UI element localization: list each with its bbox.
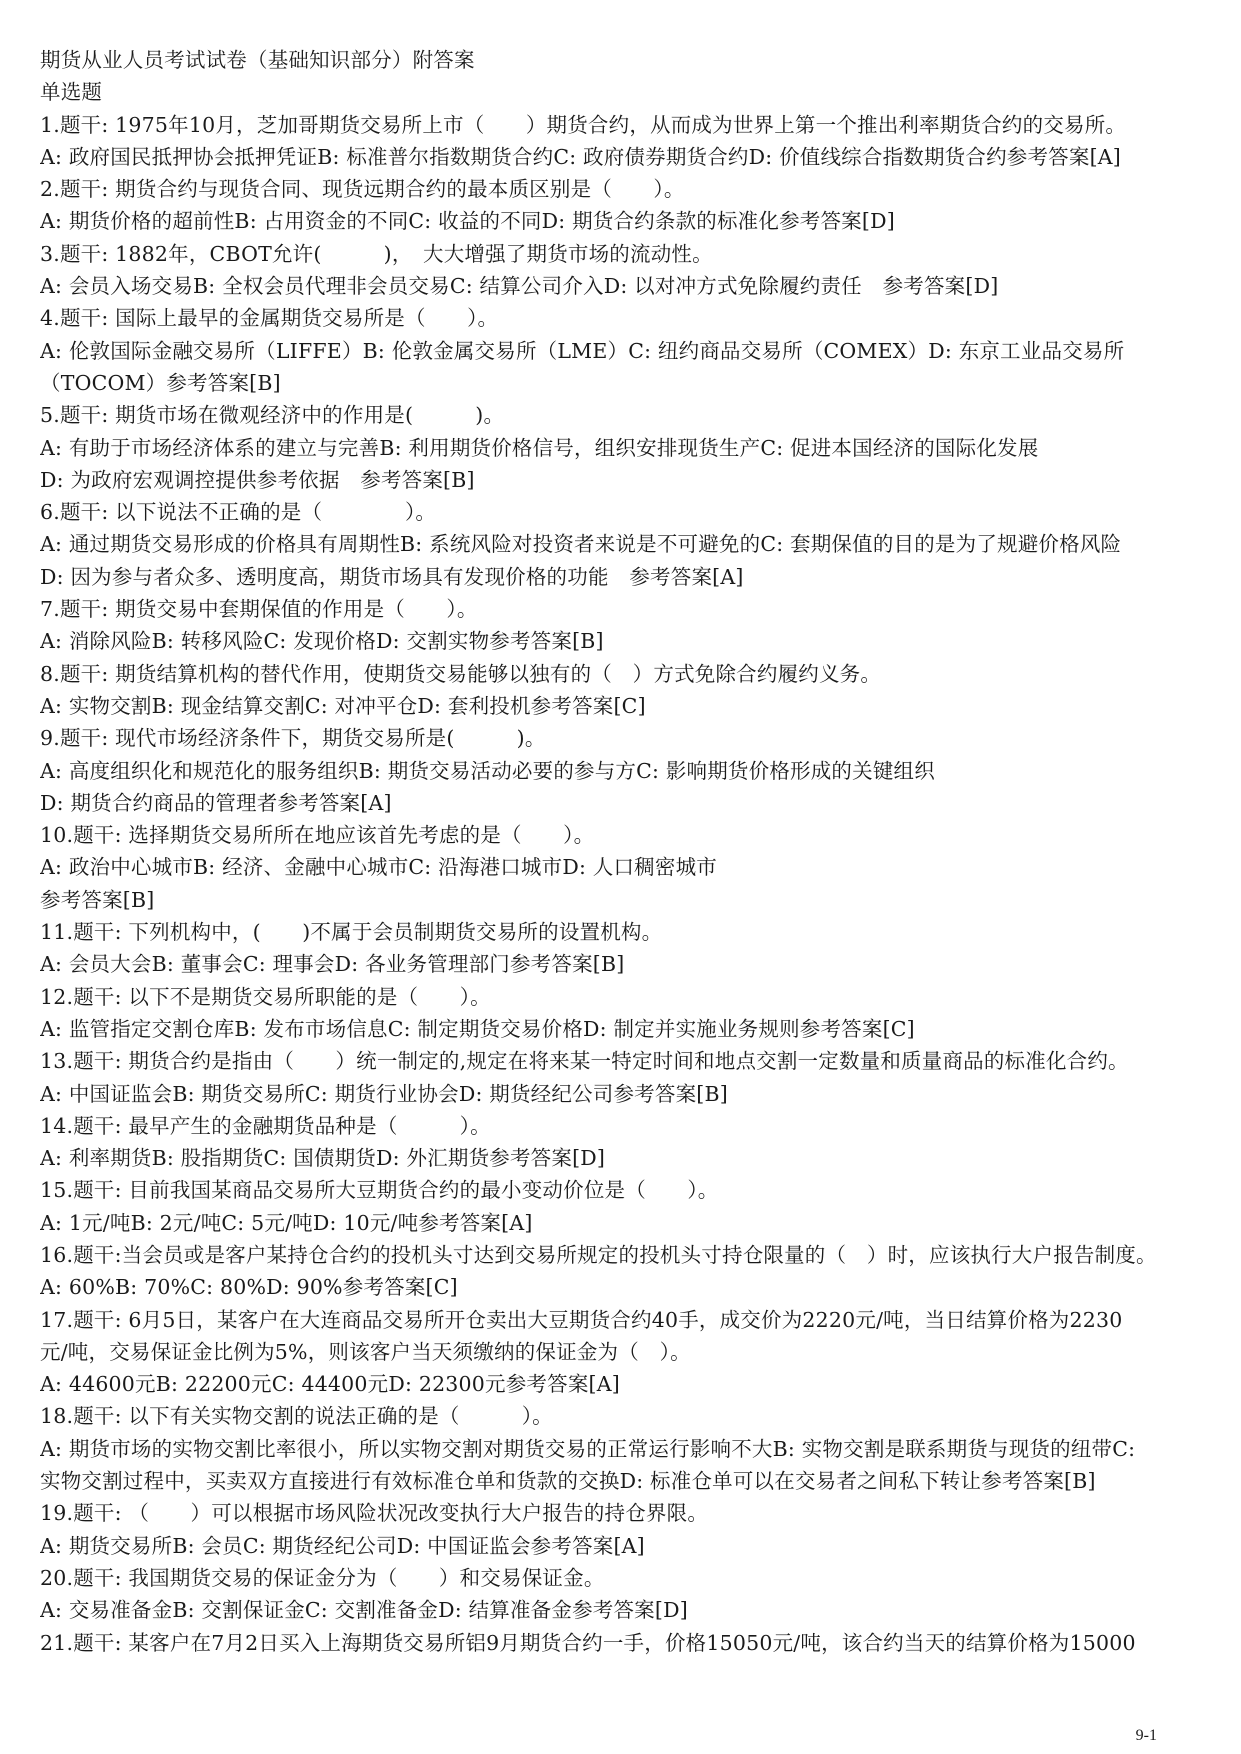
text-line: 8.题干: 期货结算机构的替代作用，使期货交易能够以独有的（ ）方式免除合约履约义务。 bbox=[40, 661, 882, 686]
text-line: A: 实物交割B: 现金结算交割C: 对冲平仓D: 套利投机参考答案[C] bbox=[40, 693, 646, 718]
text-line: A: 期货交易所B: 会员C: 期货经纪公司D: 中国证监会参考答案[A] bbox=[40, 1533, 645, 1558]
text-line: 18.题干: 以下有关实物交割的说法正确的是（ ）。 bbox=[40, 1404, 553, 1429]
document-body bbox=[40, 44, 1215, 1659]
text-line: A: 伦敦国际金融交易所（LIFFE）B: 伦敦金属交易所（LME）C: 纽约商品交易所（COMEX）D: 东京工业品交易所 bbox=[40, 338, 1125, 363]
text-line: A: 利率期货B: 股指期货C: 国债期货D: 外汇期货参考答案[D] bbox=[40, 1146, 606, 1171]
text-line: 2.题干: 期货合约与现货合同、现货远期合约的最本质区别是（ ）。 bbox=[40, 177, 685, 202]
text-line: 5.题干: 期货市场在微观经济中的作用是( )。 bbox=[40, 403, 505, 428]
text-line: 4.题干: 国际上最早的金属期货交易所是（ ）。 bbox=[40, 306, 499, 331]
question-list bbox=[40, 109, 1215, 1659]
text-line: A: 通过期货交易形成的价格具有周期性B: 系统风险对投资者来说是不可避免的C: 套期保值的目的是为了规避价格风险 bbox=[40, 532, 1122, 557]
text-line: 9.题干: 现代市场经济条件下，期货交易所是( )。 bbox=[40, 726, 546, 751]
text-line: A: 政府国民抵押协会抵押凭证B: 标准普尔指数期货合约C: 政府债券期货合约D: 价值线综合指数期货合约参考答案[A] bbox=[40, 144, 1121, 169]
text-line: A: 会员大会B: 董事会C: 理事会D: 各业务管理部门参考答案[B] bbox=[40, 952, 625, 977]
text-line: 实物交割过程中，买卖双方直接进行有效标准仓单和货款的交换D: 标准仓单可以在交易者之间私下转让参考答案[B] bbox=[40, 1469, 1096, 1494]
text-line: 13.题干: 期货合约是指由（ ）统一制定的,规定在将来某一特定时间和地点交割一定数量和质量商品的标准化合约。 bbox=[40, 1049, 1129, 1074]
text-line: A: 44600元B: 22200元C: 44400元D: 22300元参考答案[A] bbox=[40, 1372, 620, 1397]
text-line: 16.题干:当会员或是客户某持仓合约的投机头寸达到交易所规定的投机头寸持仓限量的（ ）时，应该执行大户报告制度。 bbox=[40, 1242, 1157, 1267]
text-line: 11.题干: 下列机构中，( )不属于会员制期货交易所的设置机构。 bbox=[40, 920, 663, 945]
text-line: 6.题干: 以下说法不正确的是（ ）。 bbox=[40, 500, 437, 525]
text-line: A: 期货价格的超前性B: 占用资金的不同C: 收益的不同D: 期货合约条款的标准化参考答案[D] bbox=[40, 209, 895, 234]
document-title: 期货从业人员考试试卷（基础知识部分）附答案 bbox=[40, 48, 475, 72]
text-line: 20.题干: 我国期货交易的保证金分为（ ）和交易保证金。 bbox=[40, 1565, 605, 1590]
text-line: A: 60%B: 70%C: 80%D: 90%参考答案[C] bbox=[40, 1275, 458, 1300]
text-line: 12.题干: 以下不是期货交易所职能的是（ ）。 bbox=[40, 984, 491, 1009]
text-line: 14.题干: 最早产生的金融期货品种是（ ）。 bbox=[40, 1113, 491, 1138]
text-line: A: 高度组织化和规范化的服务组织B: 期货交易活动必要的参与方C: 影响期货价格形成的关键组织 bbox=[40, 758, 935, 783]
text-line: 3.题干: 1882年，CBOT允许( )， 大大增强了期货市场的流动性。 bbox=[40, 241, 713, 266]
text-line: 15.题干: 目前我国某商品交易所大豆期货合约的最小变动价位是（ ）。 bbox=[40, 1178, 719, 1203]
text-line: A: 中国证监会B: 期货交易所C: 期货行业协会D: 期货经纪公司参考答案[B] bbox=[40, 1081, 728, 1106]
text-line: D: 为政府宏观调控提供参考依据 参考答案[B] bbox=[40, 467, 475, 492]
text-line: （TOCOM）参考答案[B] bbox=[40, 370, 281, 395]
text-line: A: 政治中心城市B: 经济、金融中心城市C: 沿海港口城市D: 人口稠密城市 bbox=[40, 855, 717, 880]
text-line: A: 会员入场交易B: 全权会员代理非会员交易C: 结算公司介入D: 以对冲方式免除履约责任 参考答案[D] bbox=[40, 274, 999, 299]
text-line: A: 1元/吨B: 2元/吨C: 5元/吨D: 10元/吨参考答案[A] bbox=[40, 1210, 533, 1235]
text-line: A: 交易准备金B: 交割保证金C: 交割准备金D: 结算准备金参考答案[D] bbox=[40, 1598, 688, 1623]
text-line: 7.题干: 期货交易中套期保值的作用是（ ）。 bbox=[40, 597, 478, 622]
text-line: 17.题干: 6月5日，某客户在大连商品交易所开仓卖出大豆期货合约40手，成交价为2220元/吨，当日结算价格为2230 bbox=[40, 1307, 1123, 1332]
text-line: A: 有助于市场经济体系的建立与完善B: 利用期货价格信号，组织安排现货生产C: 促进本国经济的国际化发展 bbox=[40, 435, 1039, 460]
text-line: 10.题干: 选择期货交易所所在地应该首先考虑的是（ ）。 bbox=[40, 823, 595, 848]
text-line: 1.题干: 1975年10月，芝加哥期货交易所上市（ ）期货合约，从而成为世界上第一个推出利率期货合约的交易所。 bbox=[40, 112, 1127, 137]
text-line: 21.题干: 某客户在7月2日买入上海期货交易所铝9月期货合约一手，价格15050元/吨，该合约当天的结算价格为15000 bbox=[40, 1630, 1136, 1655]
text-line: D: 因为参与者众多、透明度高，期货市场具有发现价格的功能 参考答案[A] bbox=[40, 564, 744, 589]
page-number: 9-1 bbox=[1135, 1727, 1157, 1744]
text-line: A: 消除风险B: 转移风险C: 发现价格D: 交割实物参考答案[B] bbox=[40, 629, 604, 654]
text-line: 参考答案[B] bbox=[40, 887, 155, 912]
text-line: A: 期货市场的实物交割比率很小，所以实物交割对期货交易的正常运行影响不大B: 实物交割是联系期货与现货的纽带C: bbox=[40, 1436, 1136, 1461]
text-line: D: 期货合约商品的管理者参考答案[A] bbox=[40, 790, 392, 815]
section-heading: 单选题 bbox=[40, 80, 103, 105]
text-line: 元/吨，交易保证金比例为5%，则该客户当天须缴纳的保证金为（ ）。 bbox=[40, 1339, 691, 1364]
text-line: A: 监管指定交割仓库B: 发布市场信息C: 制定期货交易价格D: 制定并实施业务规则参考答案[C] bbox=[40, 1016, 915, 1041]
text-line: 19.题干: （ ）可以根据市场风险状况改变执行大户报告的持仓界限。 bbox=[40, 1501, 709, 1526]
